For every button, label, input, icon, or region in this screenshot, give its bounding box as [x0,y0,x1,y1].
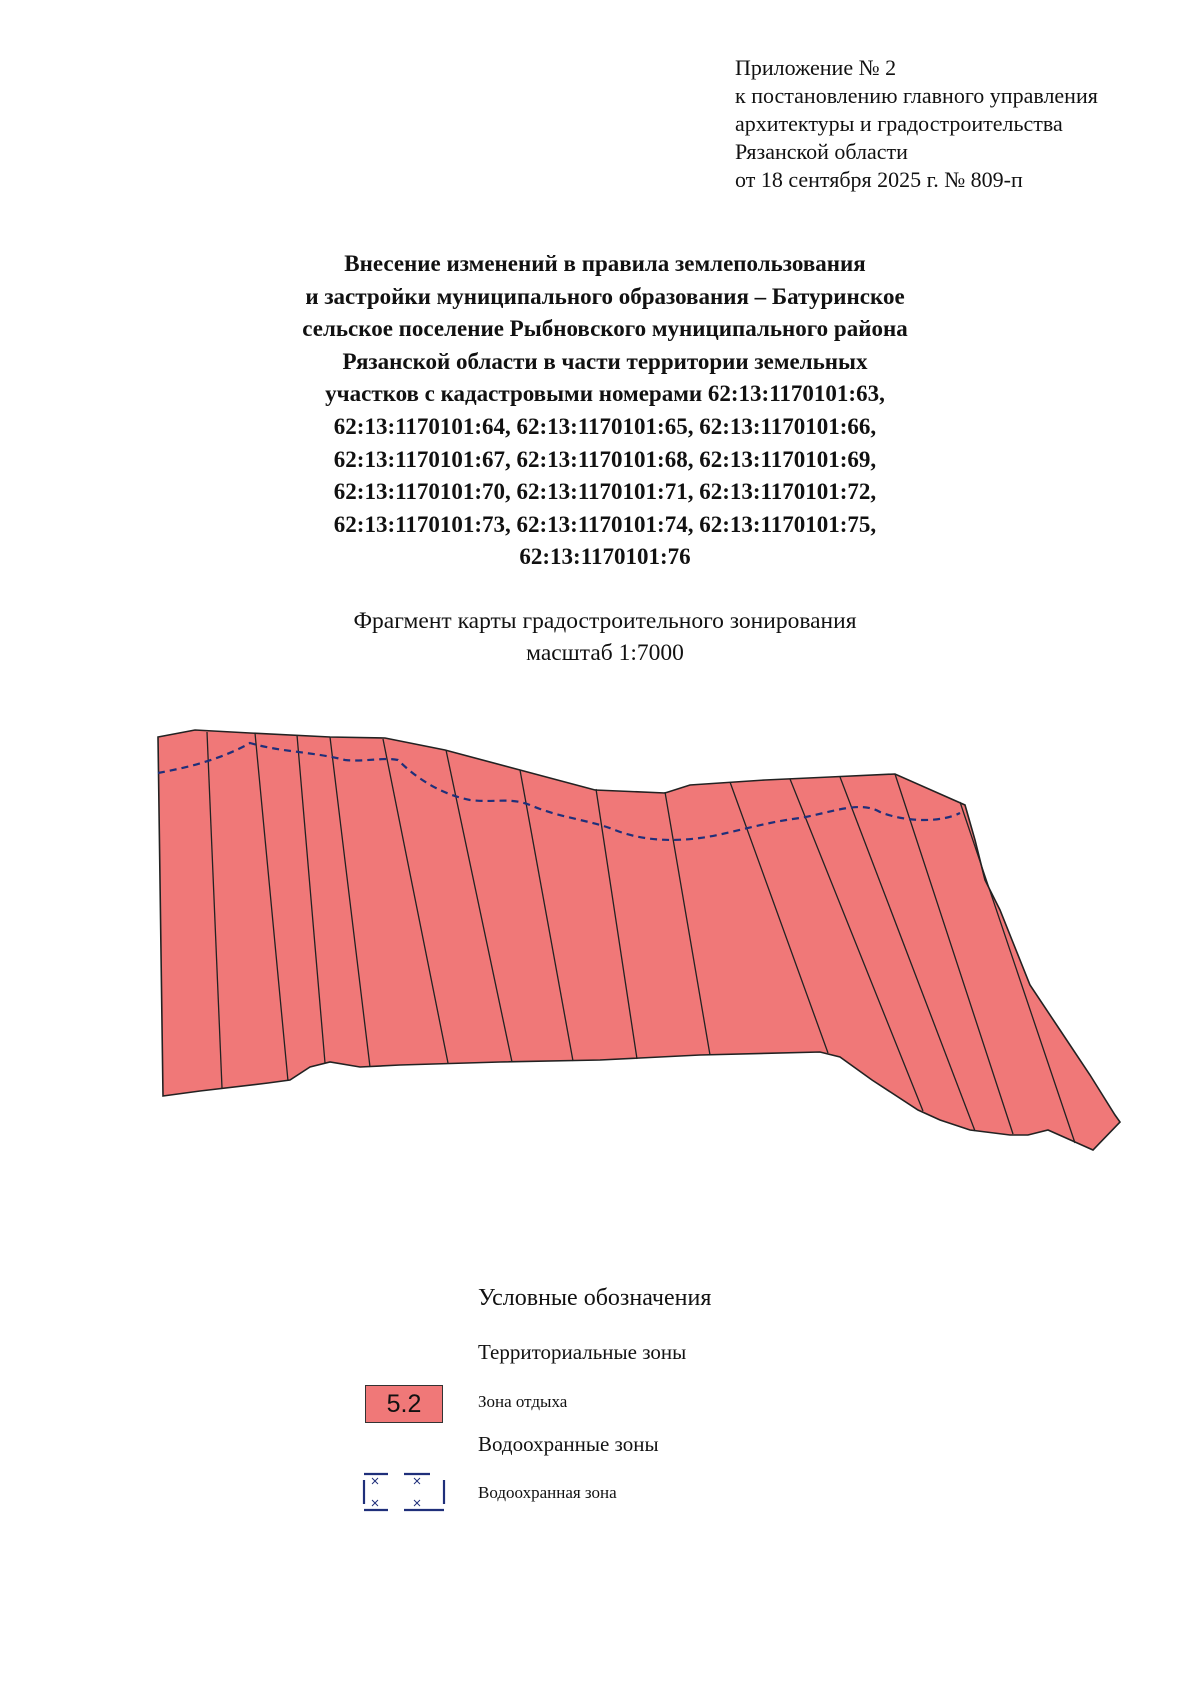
appendix-line: Приложение № 2 [735,55,897,80]
title-line: и застройки муниципального образования – Батуринское [305,283,905,309]
legend-zone-label: Зона отдыха [478,1392,568,1411]
title-line: 62:13:1170101:76 [519,544,691,570]
appendix-line: архитектуры и градостроительства [735,111,1063,136]
legend-group-territorial: Территориальные зоны [478,1340,687,1364]
title-line: 62:13:1170101:64, 62:13:1170101:65, 62:13:1170101:66, [333,413,877,439]
title-line: 62:13:1170101:67, 62:13:1170101:68, 62:13:1170101:69, [333,446,877,472]
water-zone-swatch [360,1470,450,1514]
legend-water-label: Водоохранная зона [478,1483,617,1502]
legend-group-water: Водоохранные зоны [478,1432,659,1456]
zone-swatch: 5.2 [365,1385,443,1423]
title-line: Внесение изменений в правила землепользования [344,251,866,276]
appendix-line: Рязанской области [735,139,908,164]
title-line: сельское поселение Рыбновского муниципального района [302,316,908,342]
map-caption-line: Фрагмент карты градостроительного зонирования [353,608,857,634]
title-line: участков с кадастровыми номерами 62:13:1170101:63, [325,381,885,407]
title-line: 62:13:1170101:70, 62:13:1170101:71, 62:13:1170101:72, [333,479,877,505]
appendix-line: к постановлению главного управления [735,83,1098,108]
map-scale: масштаб 1:7000 [526,640,684,666]
legend-title: Условные обозначения [478,1285,712,1311]
appendix-line: от 18 сентября 2025 г. № 809-п [735,167,1023,192]
title-line: 62:13:1170101:73, 62:13:1170101:74, 62:13:1170101:75, [333,511,877,537]
title-line: Рязанской области в части территории земельных [342,348,868,374]
